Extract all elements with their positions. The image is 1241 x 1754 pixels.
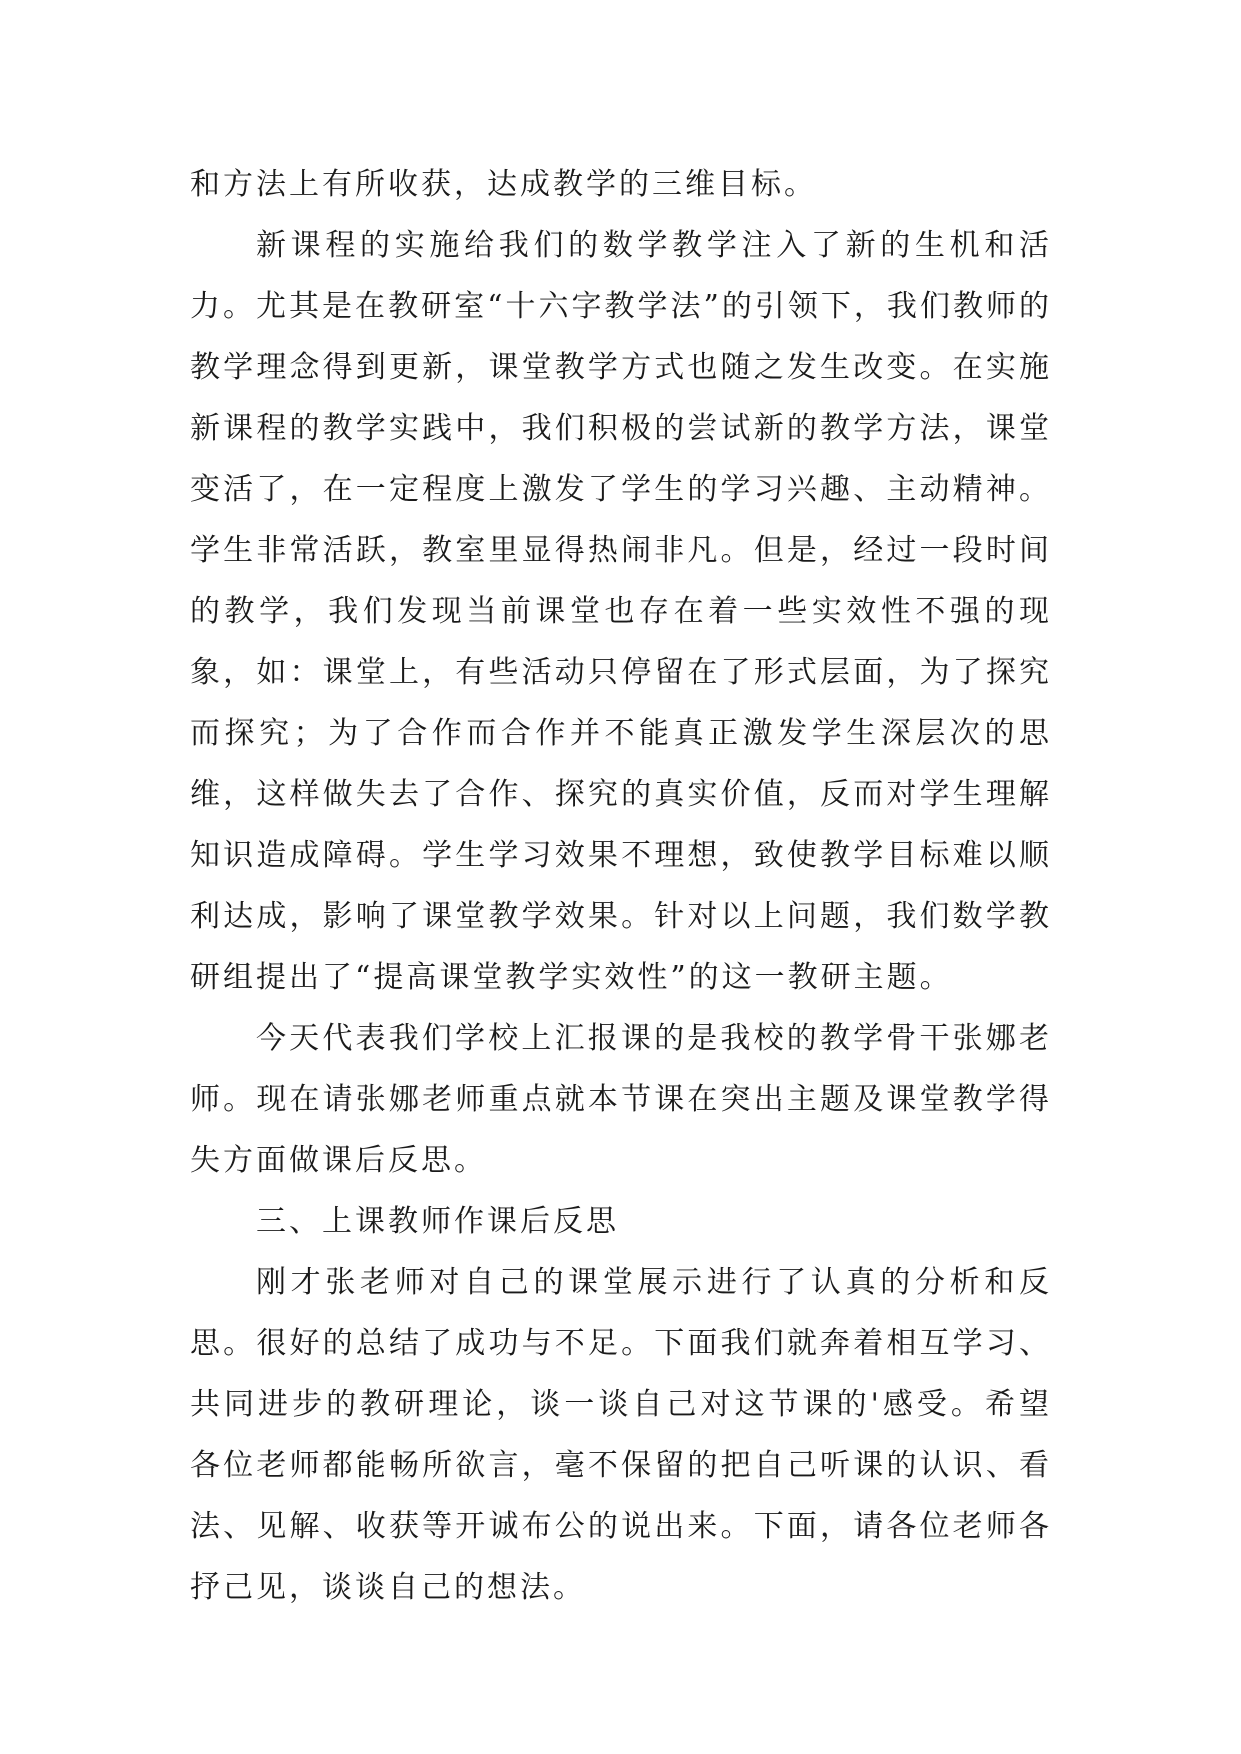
paragraph-discussion: 刚才张老师对自己的课堂展示进行了认真的分析和反思。很好的总结了成功与不足。下面我们就奔着相互学习、共同进步的教研理论，谈一谈自己对这节课的'感受。希望各位老师都能畅所欲言，毫不保留的把自己听课的认识、看法、见解、收获等开诚布公的说出来。下面，请各位老师各抒己见，谈谈自己的想法。 bbox=[190, 1265, 1052, 1605]
section-heading-reflection: 三、上课教师作课后反思 bbox=[256, 1204, 619, 1239]
document-body bbox=[190, 154, 1052, 1618]
paragraph-new-curriculum: 新课程的实施给我们的数学教学注入了新的生机和活力。尤其是在教研室“十六字教学法”的引领下，我们教师的教学理念得到更新，课堂教学方式也随之发生改变。在实施新课程的教学实践中，我们积极的尝试新的教学方法，课堂变活了，在一定程度上激发了学生的学习兴趣、主动精神。学生非常活跃，教室里显得热闹非凡。但是，经过一段时间的教学，我们发现当前课堂也存在着一些实效性不强的现象，如：课堂上，有些活动只停留在了形式层面，为了探究而探究；为了合作而合作并不能真正激发学生深层次的思维，这样做失去了合作、探究的真实价值，反而对学生理解知识造成障碍。学生学习效果不理想，致使教学目标难以顺利达成，影响了课堂教学效果。针对以上问题，我们数学教研组提出了“提高课堂教学实效性”的这一教研主题。 bbox=[190, 228, 1052, 995]
paragraph-continuation: 和方法上有所收获，达成教学的三维目标。 bbox=[190, 167, 817, 202]
paragraph-report-lesson: 今天代表我们学校上汇报课的是我校的教学骨干张娜老师。现在请张娜老师重点就本节课在突出主题及课堂教学得失方面做课后反思。 bbox=[190, 1021, 1052, 1178]
